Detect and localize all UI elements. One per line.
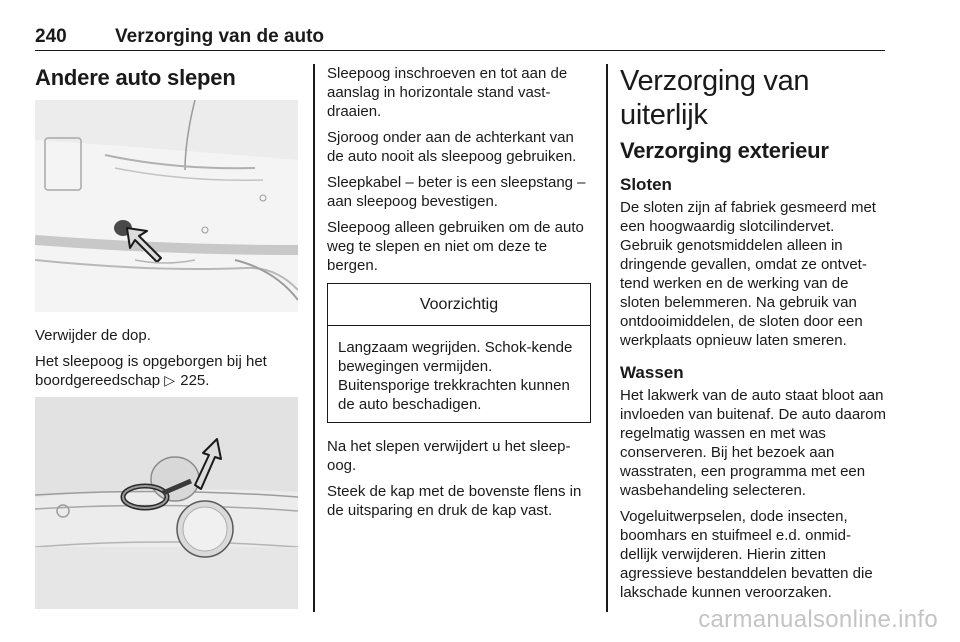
column-2 bbox=[327, 64, 591, 527]
tow-eye-illustration bbox=[35, 397, 298, 609]
caution-text: Langzaam wegrijden. Schok-kende bewegingen vermijden. Buitensporige trekkrachten kunnen de auto beschadigen. bbox=[338, 339, 573, 413]
section-subheading: Verzorging exterieur bbox=[620, 138, 829, 163]
instruction-text: Sleepoog inschroeven en tot aan de aanslag in horizontale stand vast-draaien. bbox=[327, 65, 568, 120]
running-title: Verzorging van de auto bbox=[115, 26, 325, 47]
wassen-heading: Wassen bbox=[620, 363, 684, 382]
column-divider bbox=[606, 64, 608, 612]
caution-title: Voorzichtig bbox=[328, 284, 590, 326]
instruction-text: Steek de kap met de bovenste flens in de uitsparing en druk de kap vast. bbox=[327, 483, 582, 519]
column-1 bbox=[35, 64, 298, 609]
page-reference-arrow-icon: ▷ bbox=[164, 372, 176, 388]
page-number: 240 bbox=[35, 26, 67, 47]
instruction-text: Sleepoog alleen gebruiken om de auto weg te slepen en niet om deze te bergen. bbox=[327, 219, 584, 274]
column-3 bbox=[620, 64, 888, 609]
section-heading: Andere auto slepen bbox=[35, 65, 236, 90]
watermark: carmanualsonline.info bbox=[698, 606, 938, 633]
instruction-text bbox=[35, 352, 298, 390]
instruction-text: Verwijder de dop. bbox=[35, 327, 151, 344]
page-header bbox=[35, 22, 885, 51]
page-reference: 225. bbox=[180, 372, 210, 389]
body-text: De sloten zijn af fabriek gesmeerd met een hoogwaardig slotcilindervet. Gebruik genotsmiddelen alleen in dringende gevallen, omdat ze ontvet-tend werken en de werking van de sloten belemmeren. Na gebruik van ontdooimiddelen, de sloten door een werkplaats opnieuw laten smeren. bbox=[620, 199, 876, 349]
instruction-text: Sleepkabel – beter is een sleepstang – aan sleepoog bevestigen. bbox=[327, 174, 586, 210]
body-text: Vogeluitwerpselen, dode insecten, boomhars en stuifmeel e.d. onmid-dellijk verwijderen. Hierin zitten agressieve bestanddelen bevatten die lakschade kunnen veroorzaken. bbox=[620, 508, 873, 601]
instruction-text: Sjoroog onder aan de achterkant van de auto nooit als sleepoog gebruiken. bbox=[327, 129, 577, 165]
instruction-text: Na het slepen verwijdert u het sleep-oog. bbox=[327, 438, 571, 474]
caution-box bbox=[327, 283, 591, 423]
instruction-text-part: Het sleepoog is opgeborgen bij het boordgereedschap bbox=[35, 353, 267, 389]
sloten-heading: Sloten bbox=[620, 175, 672, 194]
body-text: Het lakwerk van de auto staat bloot aan invloeden van buitenaf. De auto daarom regelmatig wassen en met was conserveren. Bij het bezoek aan wasstraten, een programma met een wasbehandeling selecteren. bbox=[620, 387, 887, 499]
bumper-cap-illustration bbox=[35, 100, 298, 312]
chapter-heading: Verzorging van uiterlijk bbox=[620, 65, 810, 131]
column-divider bbox=[313, 64, 315, 612]
